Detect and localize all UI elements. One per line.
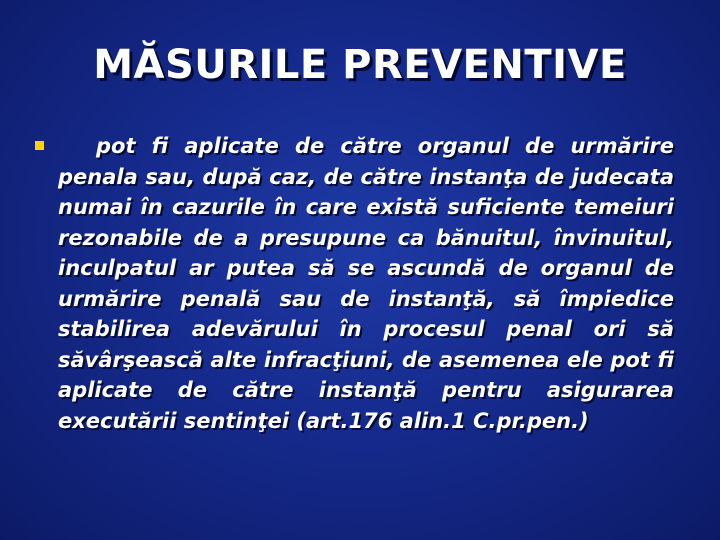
slide-title: MĂSURILE PREVENTIVE bbox=[93, 42, 627, 88]
bullet-text-content: pot fi aplicate de către organul de urmărire penala sau, după caz, de către instanţa de judecata numai în cazurile în care există suficiente temeiuri rezonabile de a presupune ca bănuitul, învinuitul, inculpatul ar putea să se ascundă de organul de urmărire penală sau de instanţă, să împiedice stabilirea adevărului în procesul penal ori să săvârşească alte infracţiuni, de asemenea ele pot fi aplicate de către instanţă pentru asigurarea executării sentinţei (art.176 alin.1 C.pr.pen.) bbox=[58, 134, 674, 433]
bullet-text bbox=[58, 131, 674, 436]
bullet-square-icon bbox=[35, 141, 44, 150]
